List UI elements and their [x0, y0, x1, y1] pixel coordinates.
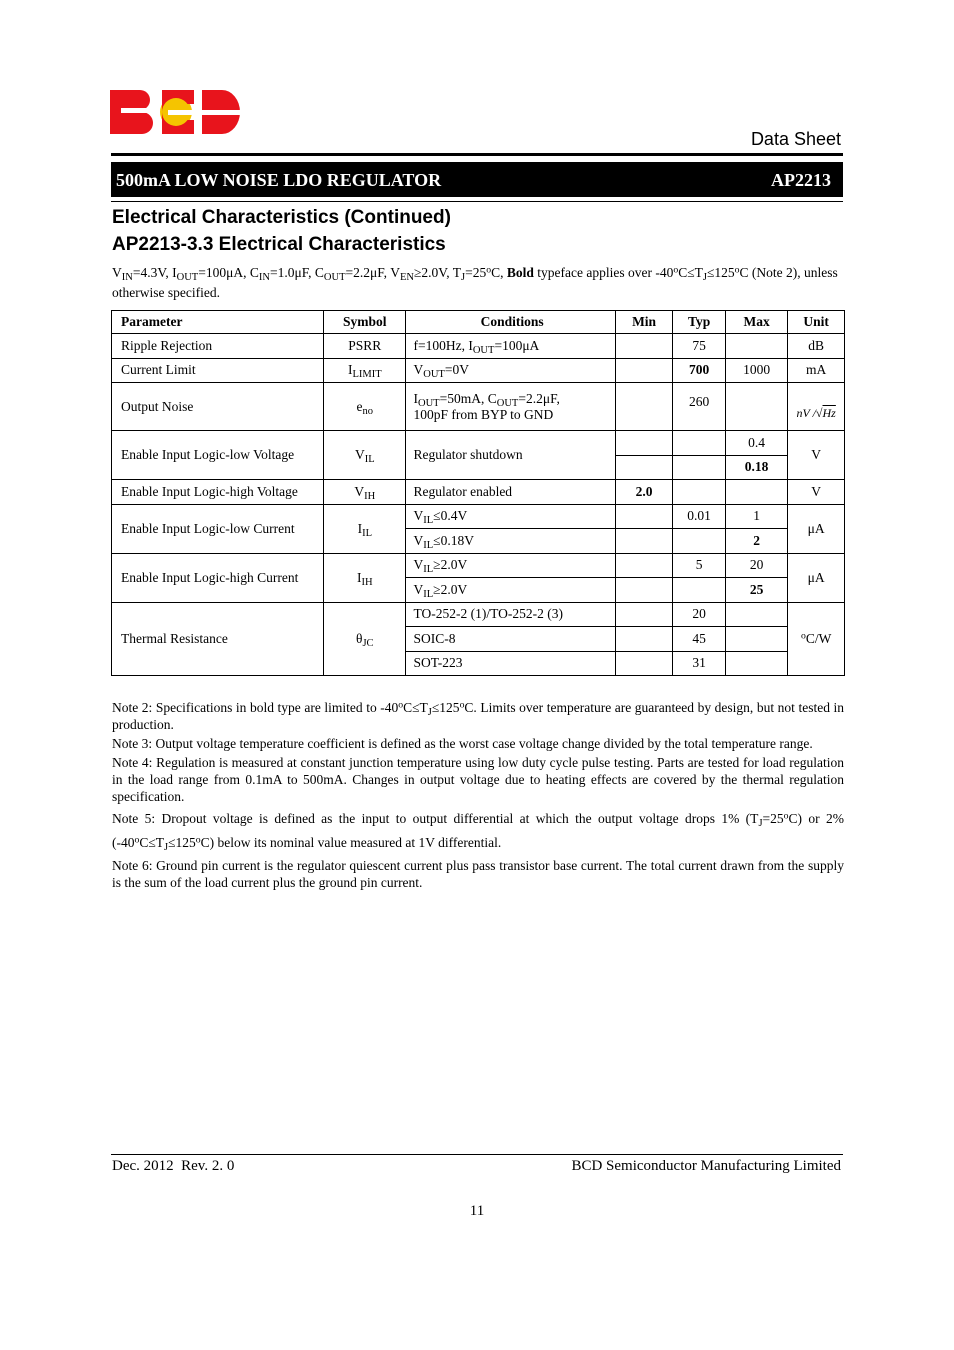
conditions-cell: TO-252-2 (1)/TO-252-2 (3) [406, 602, 615, 627]
symbol-cell: $\theta_{JC}$ [324, 602, 406, 676]
min-cell [615, 602, 672, 627]
electrical-characteristics-table [111, 310, 845, 676]
param-cell: Enable Input Logic-low Voltage [112, 431, 324, 480]
doc-title: 500mA LOW NOISE LDO REGULATOR [116, 170, 442, 190]
min-cell: 2.0 [615, 480, 672, 505]
note-3: Note 3: Output voltage temperature coefficient is defined as the worst case voltage change divided by the total temperature range. [112, 736, 813, 751]
unit-cell: V [788, 480, 845, 505]
max-cell [725, 602, 787, 627]
min-cell [615, 504, 672, 529]
conditions-cell: $V_{IL}\ge 2.0V$ [406, 578, 615, 603]
footer-date-rev: Dec. 2012 Rev. 2. 0 [112, 1158, 235, 1174]
min-cell [615, 578, 672, 603]
symbol-cell: $V_{IL}$ [324, 431, 406, 480]
max-cell: 2 [725, 529, 787, 554]
logo-text: BCD [110, 88, 113, 89]
col-symbol: Symbol [324, 311, 406, 334]
unit-cell: μA [788, 553, 845, 602]
symbol-cell: $I_{LIMIT}$ [324, 358, 406, 383]
typ-cell: 260 [673, 383, 726, 431]
max-cell: 25 [725, 578, 787, 603]
typ-cell [673, 529, 726, 554]
col-max: Max [725, 311, 787, 334]
min-cell [615, 358, 672, 383]
table-row [112, 553, 845, 578]
col-parameter: Parameter [112, 311, 324, 334]
max-cell: 20 [725, 553, 787, 578]
param-cell: Output Noise [112, 383, 324, 431]
max-cell [725, 627, 787, 652]
typ-cell: 20 [673, 602, 726, 627]
min-cell [615, 651, 672, 676]
part-number: AP2213 [771, 170, 831, 190]
conditions-cell: $V_{IL}\le 0.18V$ [406, 529, 615, 554]
typ-cell [673, 455, 726, 480]
section-heading: Electrical Characteristics (Continued) [112, 207, 451, 228]
note-4: Note 4: Regulation is measured at constant junction temperature using low duty cycle pulse testing. Parts are tested for load regulation in the load range from 0.1mA to 500mA. Changes in output voltage due to heating effects are covered by the thermal regulation specification. [112, 755, 844, 804]
min-cell [615, 455, 672, 480]
unit-cell: mA [788, 358, 845, 383]
typ-cell: 700 [673, 358, 726, 383]
table-row [112, 431, 845, 456]
typ-cell: 31 [673, 651, 726, 676]
symbol-cell: $e_{no}$ [324, 383, 406, 431]
param-cell: Enable Input Logic-low Current [112, 504, 324, 553]
table-row [112, 334, 845, 359]
param-cell: Ripple Rejection [112, 334, 324, 359]
table-row [112, 504, 845, 529]
param-cell: Thermal Resistance [112, 602, 324, 676]
min-cell [615, 553, 672, 578]
symbol-cell: $V_{IH}$ [324, 480, 406, 505]
min-cell [615, 431, 672, 456]
table-row [112, 480, 845, 505]
doc-type: Data Sheet [750, 129, 841, 149]
table-header-row [112, 311, 845, 334]
page-number: 11 [469, 1203, 485, 1219]
col-conditions: Conditions [406, 311, 615, 334]
unit-cell: dB [788, 334, 845, 359]
param-cell: Current Limit [112, 358, 324, 383]
typ-cell [673, 431, 726, 456]
col-min: Min [615, 311, 672, 334]
min-cell [615, 627, 672, 652]
header-rule [111, 153, 843, 156]
param-cell: Enable Input Logic-high Voltage [112, 480, 324, 505]
symbol-cell: PSRR [324, 334, 406, 359]
note-6: Note 6: Ground pin current is the regulator quiescent current plus pass transistor base current. The total current drawn from the supply is the sum of the load current plus the ground pin current. [112, 858, 844, 890]
typ-cell [673, 480, 726, 505]
max-cell: 0.4 [725, 431, 787, 456]
min-cell [615, 383, 672, 431]
bcd-logo [110, 88, 242, 136]
note-5: Note 5: Dropout voltage is defined as the input to output differential at which the output voltage drops 1% $(T_J=25^oC)$ or 2% $(-40^oC\le T_J\le 125^oC)$ below its nominal value measured at 1V differential. [112, 810, 844, 854]
table-row [112, 602, 845, 627]
conditions-cell: f=100Hz, $I_{OUT}=100\mu A$ [406, 334, 615, 359]
symbol-cell: $I_{IL}$ [324, 504, 406, 553]
conditions-cell: SOIC-8 [406, 627, 615, 652]
min-cell [615, 334, 672, 359]
max-cell: 0.18 [725, 455, 787, 480]
conditions-cell: $I_{OUT}=50mA$, $C_{OUT}=2.2\mu F$, 100pF from BYP to GND [406, 383, 615, 431]
typ-cell: 45 [673, 627, 726, 652]
footer-rule [111, 1154, 843, 1155]
conditions-cell: $V_{IL}\ge 2.0V$ [406, 553, 615, 578]
max-cell [725, 383, 787, 431]
symbol-cell: $I_{IH}$ [324, 553, 406, 602]
max-cell: 1 [725, 504, 787, 529]
conditions-cell: $V_{IL}\le 0.4V$ [406, 504, 615, 529]
min-cell [615, 529, 672, 554]
subsection-heading: AP2213-3.3 Electrical Characteristics [112, 234, 446, 255]
footer-company: BCD Semiconductor Manufacturing Limited [571, 1158, 841, 1174]
conditions-cell: Regulator shutdown [406, 431, 615, 480]
conditions-cell: $V_{OUT}=0V$ [406, 358, 615, 383]
max-cell [725, 480, 787, 505]
typ-cell [673, 578, 726, 603]
unit-cell: V [788, 431, 845, 480]
max-cell: 1000 [725, 358, 787, 383]
typ-cell: 75 [673, 334, 726, 359]
col-typ: Typ [673, 311, 726, 334]
conditions-cell: SOT-223 [406, 651, 615, 676]
unit-cell: $^o$C/W [788, 602, 845, 676]
max-cell [725, 334, 787, 359]
col-unit: Unit [788, 311, 845, 334]
table-row [112, 358, 845, 383]
note-2: Note 2: Specifications in bold type are limited to $-40^oC\le T_J\le 125^oC$. Limits over temperature are guaranteed by design, but not tested in production. [112, 699, 845, 732]
typ-cell: 5 [673, 553, 726, 578]
table-row [112, 383, 845, 431]
title-bar [111, 162, 843, 197]
title-rule [111, 201, 843, 202]
notes [112, 699, 844, 893]
typ-cell: 0.01 [673, 504, 726, 529]
max-cell [725, 651, 787, 676]
conditions-cell: Regulator enabled [406, 480, 615, 505]
param-cell: Enable Input Logic-high Current [112, 553, 324, 602]
unit-cell: μA [788, 504, 845, 553]
test-conditions: $V_{IN}=4.3V$, $I_{OUT}=100\mu A$, $C_{IN}=1.0\mu F$, $C_{OUT}=2.2\mu F$, $V_{EN}\ge 2.0V$, $T_J=25^oC$, Bold typeface applies over $-40^oC\le T_J\le 125^oC$ (Note 2), unless otherwise specified. [112, 264, 838, 300]
unit-cell: nV /√Hz [788, 383, 845, 431]
